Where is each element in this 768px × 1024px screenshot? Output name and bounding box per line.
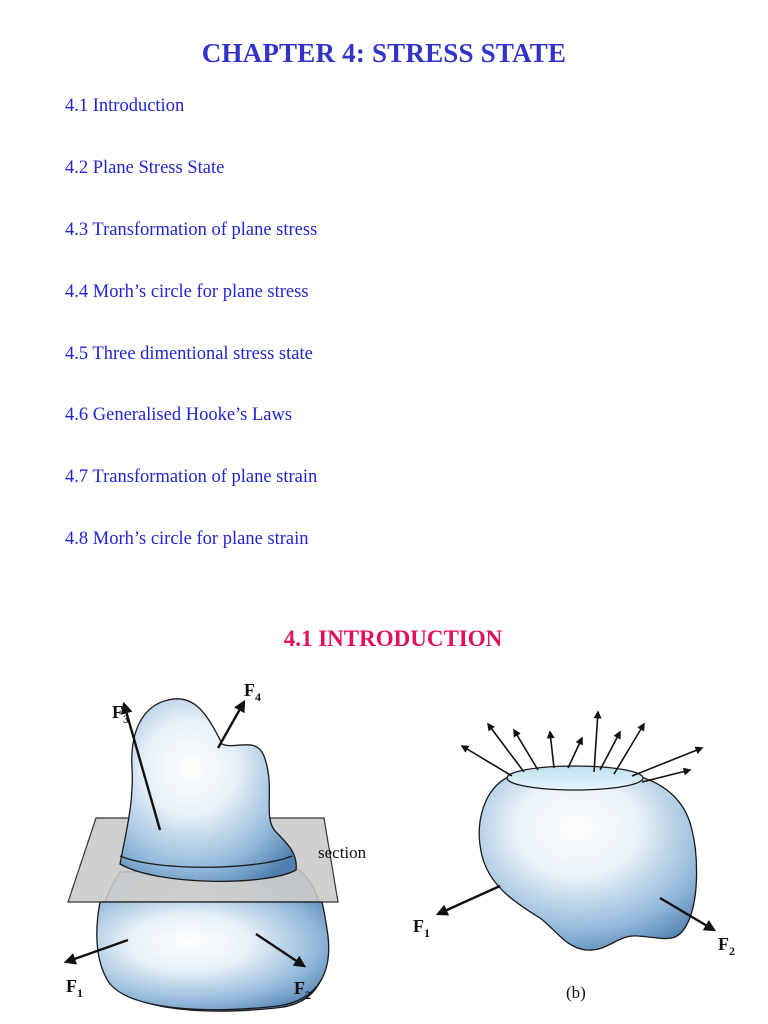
right-body-figure xyxy=(413,712,735,1002)
toc-item-4-2[interactable]: 4.2 Plane Stress State xyxy=(65,157,225,178)
toc-item-4-1[interactable]: 4.1 Introduction xyxy=(65,96,185,116)
label-f1-right: $F_1$ xyxy=(413,916,430,940)
stress-figure xyxy=(38,672,762,1018)
left-body-figure xyxy=(38,672,386,1018)
toc-item-4-8[interactable]: 4.8 Morh’s circle for plane strain xyxy=(65,529,309,550)
section-heading: 4.1 INTRODUCTION xyxy=(283,626,503,651)
force-f1-arrow-right xyxy=(438,886,500,914)
toc-item-4-3[interactable]: 4.3 Transformation of plane stress xyxy=(65,219,318,240)
right-body xyxy=(479,776,696,950)
stress-arrow xyxy=(462,746,512,776)
stress-arrow xyxy=(614,724,644,774)
stress-arrow xyxy=(600,732,620,770)
toc-item-4-7[interactable]: 4.7 Transformation of plane strain xyxy=(65,467,318,488)
stress-arrow xyxy=(642,770,690,782)
label-f3: $F_3$ xyxy=(112,702,129,726)
table-of-contents xyxy=(65,94,317,589)
stress-arrow xyxy=(594,712,598,772)
label-section: section xyxy=(318,843,367,862)
toc-item-4-5[interactable]: 4.5 Three dimentional stress state xyxy=(65,343,313,364)
label-f1-left: $F_1$ xyxy=(66,976,83,1000)
stress-arrow xyxy=(550,732,554,768)
caption-b: (b) xyxy=(566,983,586,1002)
label-f4: $F_4$ xyxy=(244,680,261,704)
stress-arrow xyxy=(632,748,702,776)
toc-item-4-6[interactable]: 4.6 Generalised Hooke’s Laws xyxy=(65,405,293,426)
label-f2-right: $F_2$ xyxy=(718,934,735,958)
chapter-title: CHAPTER 4: STRESS STATE xyxy=(201,38,567,68)
toc-item-4-4[interactable]: 4.4 Morh’s circle for plane stress xyxy=(65,281,309,302)
label-f2-left: $F_2$ xyxy=(294,978,311,1002)
stress-figure-svg xyxy=(38,672,762,1018)
stress-arrow xyxy=(568,738,582,768)
right-cut-face xyxy=(507,766,643,790)
